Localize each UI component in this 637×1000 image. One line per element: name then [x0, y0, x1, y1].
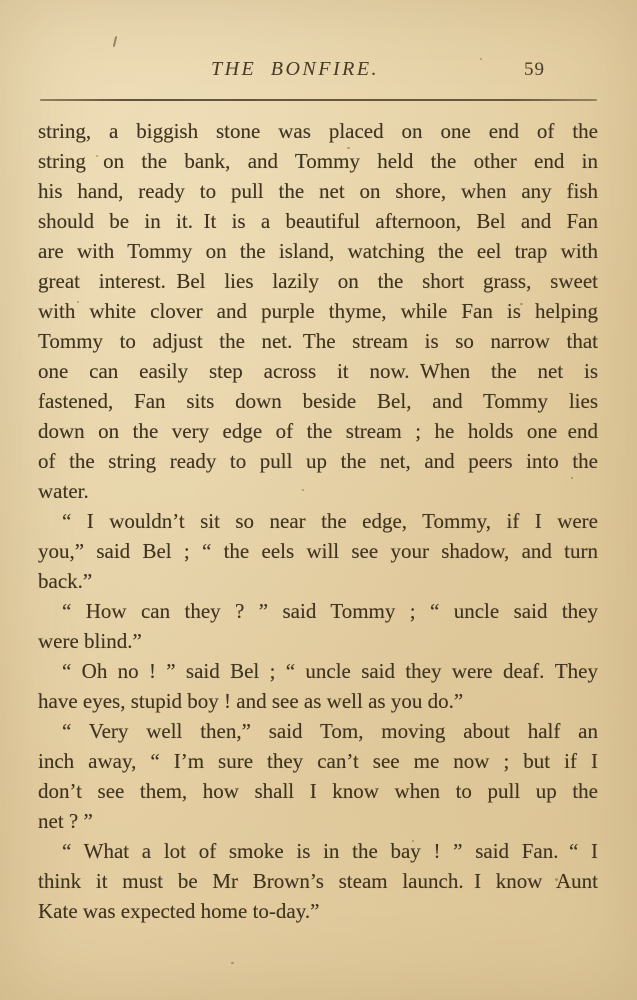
text-line: of the string ready to pull up the net, and peers into the [38, 449, 598, 473]
page-body-text [38, 116, 598, 926]
text-line: great interest. Bel lies lazily on the short grass, sweet [38, 269, 598, 293]
text-line: water. [38, 479, 89, 503]
text-line: fastened, Fan sits down beside Bel, and Tommy lies [38, 389, 598, 413]
text-line: you,” said Bel ; “ the eels will see your shadow, and turn [38, 539, 598, 563]
text-line: “ How can they ? ” said Tommy ; “ uncle said they [62, 599, 598, 623]
running-head [0, 58, 637, 86]
text-line: were blind.” [38, 629, 142, 653]
text-line: should be in it. It is a beautiful afternoon, Bel and Fan [38, 209, 598, 233]
text-line: Kate was expected home to-day.” [38, 899, 320, 923]
stray-pen-mark [113, 36, 118, 47]
text-line: down on the very edge of the stream ; he holds one end [38, 419, 598, 443]
text-line: with white clover and purple thyme, while Fan is helping [38, 299, 598, 323]
text-line: have eyes, stupid boy ! and see as well as you do.” [38, 689, 464, 713]
text-line: think it must be Mr Brown’s steam launch. I know Aunt [38, 869, 598, 893]
paper-speckle [231, 962, 234, 964]
text-line: string, a biggish stone was placed on one end of the [38, 119, 598, 143]
text-line: back.” [38, 569, 93, 593]
page-number: 59 [524, 59, 545, 80]
text-line: Tommy to adjust the net. The stream is so narrow that [38, 329, 598, 353]
text-line: “ What a lot of smoke is in the bay ! ” said Fan. “ I [62, 839, 598, 863]
text-line: net ? ” [38, 809, 93, 833]
text-line: “ Oh no ! ” said Bel ; “ uncle said they were deaf. They [62, 659, 598, 683]
header-rule-divider [40, 99, 597, 101]
text-line: one can easily step across it now. When the net is [38, 359, 598, 383]
text-line: string on the bank, and Tommy held the other end in [38, 149, 598, 173]
chapter-running-title: THE BONFIRE. [210, 58, 380, 80]
text-line: are with Tommy on the island, watching the eel trap with [38, 239, 598, 263]
text-line: his hand, ready to pull the net on shore, when any fish [38, 179, 598, 203]
text-line: “ Very well then,” said Tom, moving about half an [62, 719, 598, 743]
text-line: don’t see them, how shall I know when to pull up the [38, 779, 598, 803]
text-line: inch away, “ I’m sure they can’t see me now ; but if I [38, 749, 598, 773]
text-line: “ I wouldn’t sit so near the edge, Tommy, if I were [62, 509, 598, 533]
